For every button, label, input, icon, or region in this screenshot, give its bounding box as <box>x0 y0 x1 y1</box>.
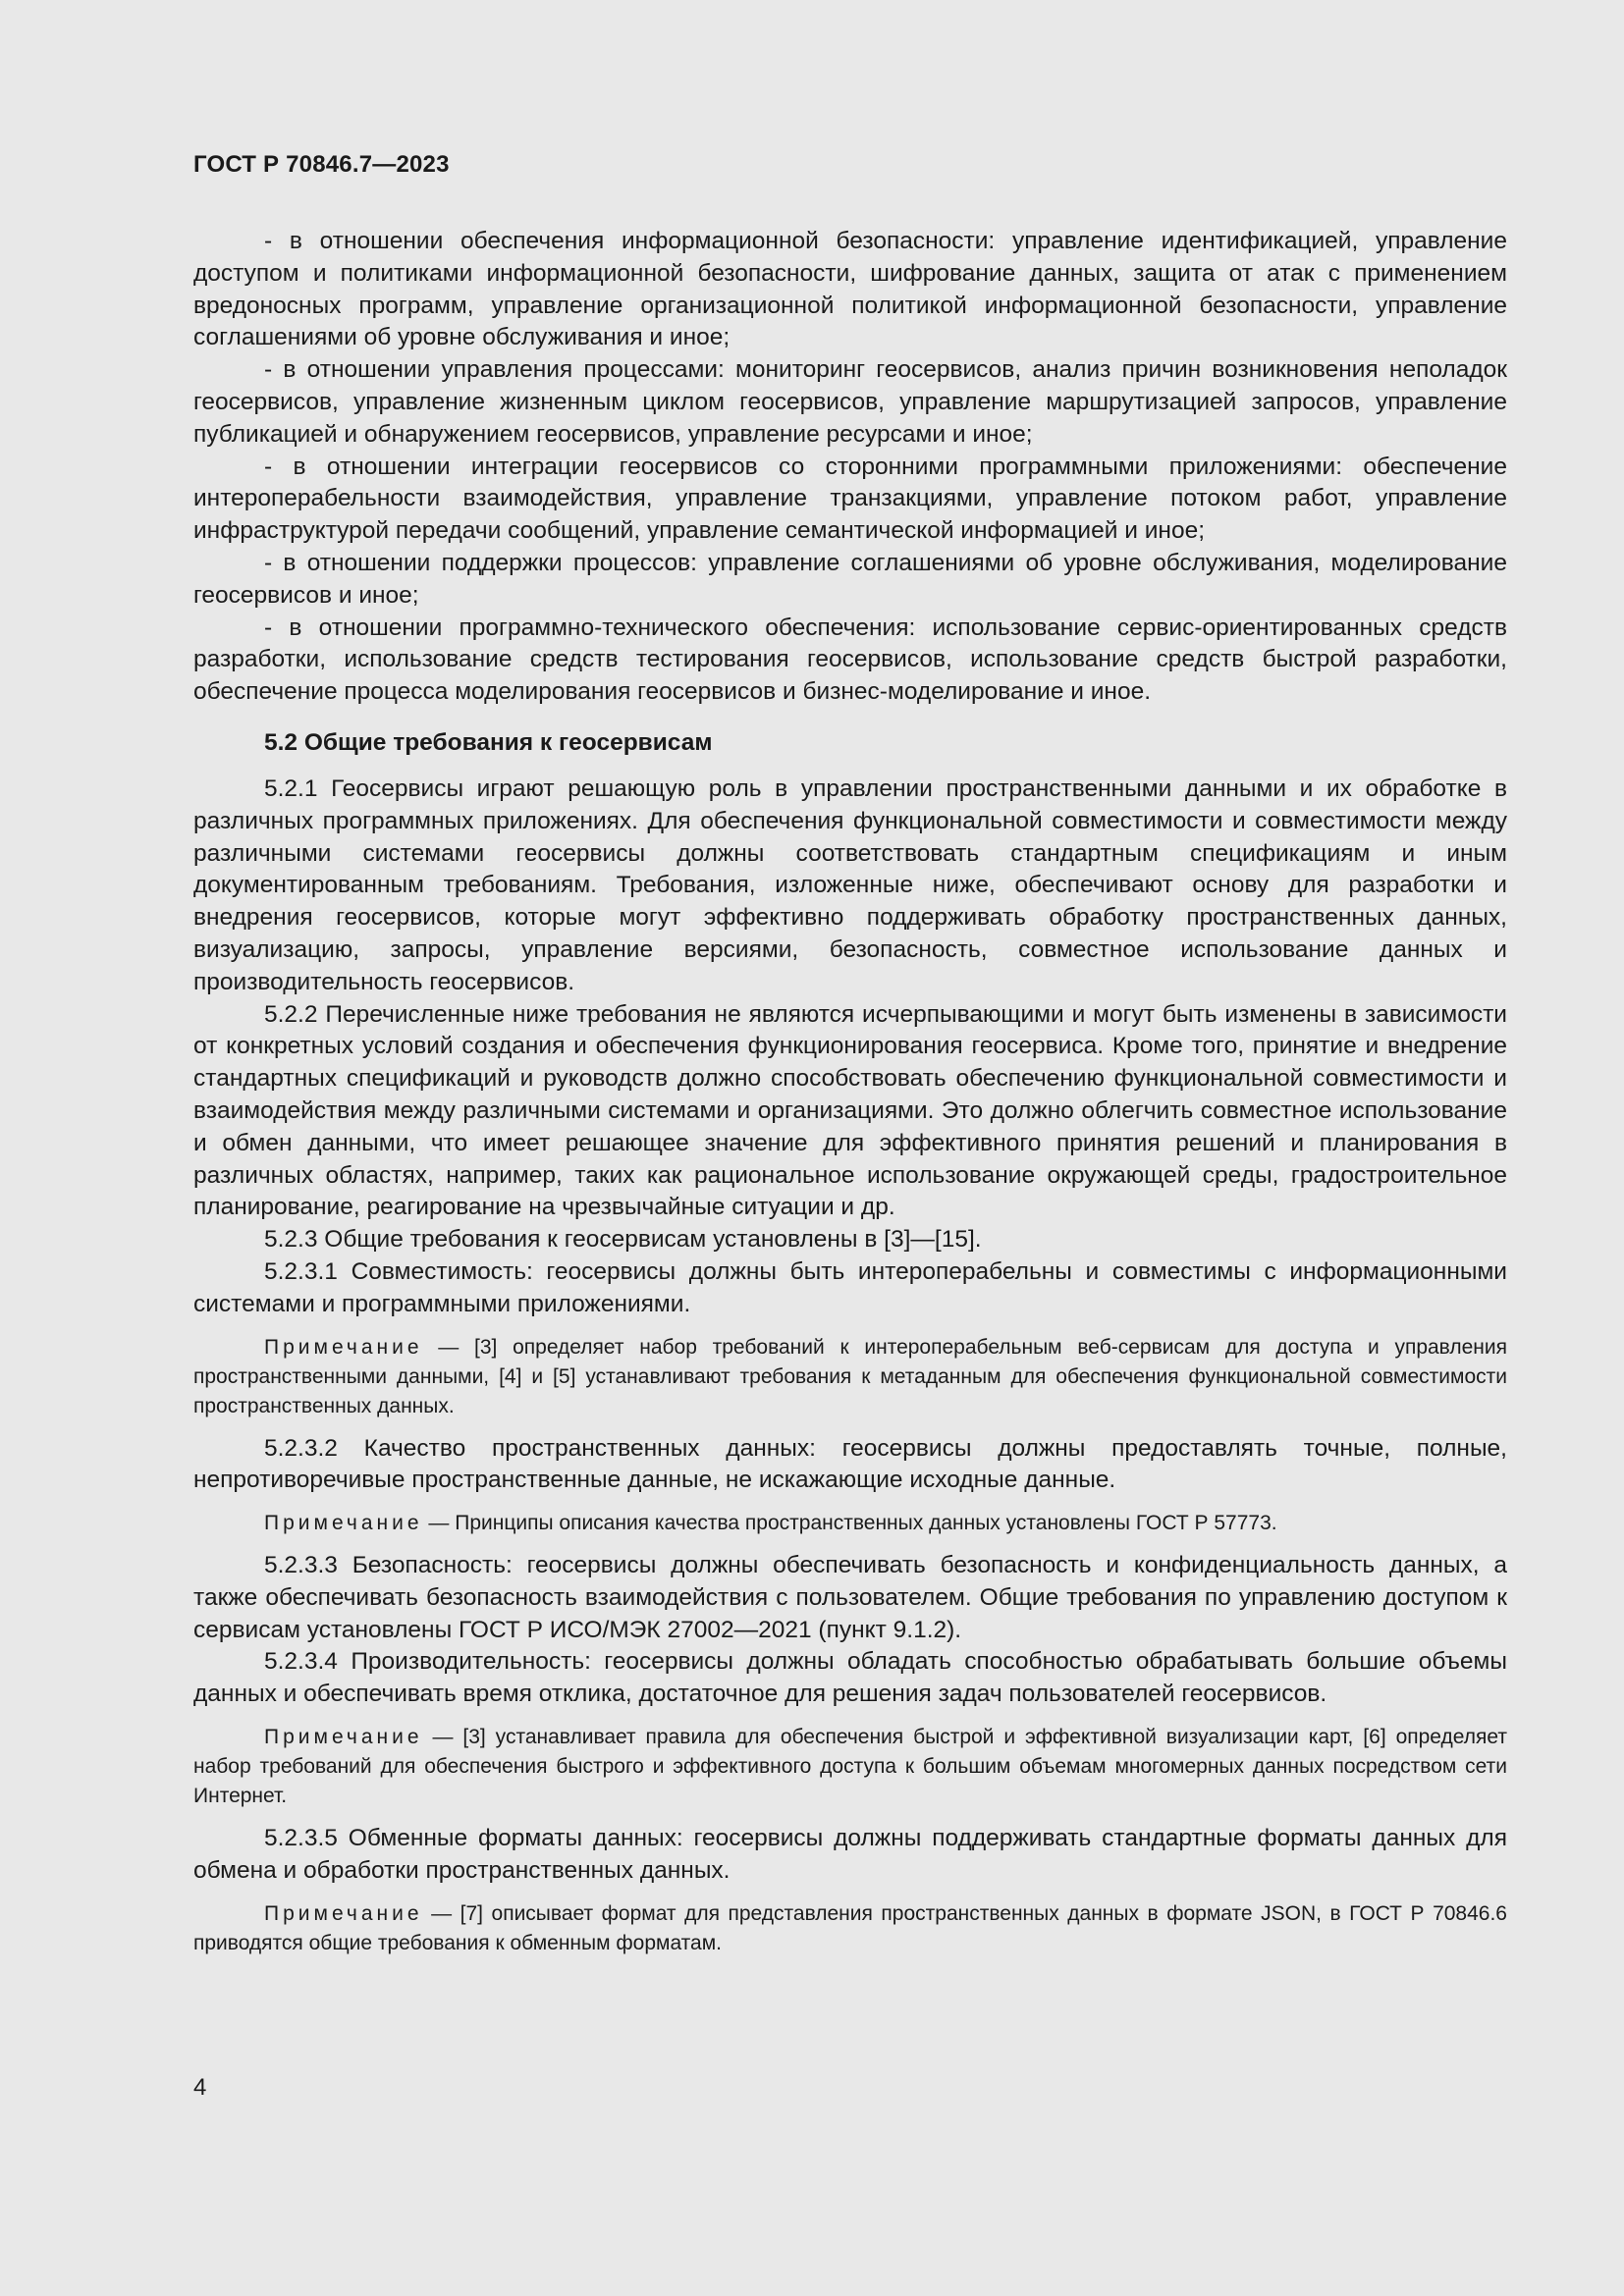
paragraph-5-2-3: 5.2.3 Общие требования к геосервисам установлены в [3]—[15]. <box>264 1226 982 1254</box>
paragraph-5-2-3-3: 5.2.3.3 Безопасность: геосервисы должны обеспечивать безопасность и конфиденциальность данных, а также обеспечивать безопасность взаимодействия с пользователем. Общие требования по управлению доступом к сервисам установлены ГОСТ Р ИСО/МЭК 27002—2021 (пункт 9.1.2). <box>193 1552 1507 1643</box>
note-text: — [3] определяет набор требований к интероперабельным веб-сервисам для доступа и управления пространственными данными, [4] и [5] устанавливают требования к метаданным для обеспечения функциональной совместимости пространственных данных. <box>193 1335 1507 1417</box>
section-title: 5.2 Общие требования к геосервисам <box>264 728 713 756</box>
paragraph-5-2-3-4: 5.2.3.4 Производительность: геосервисы должны обладать способностью обрабатывать большие объемы данных и обеспечивать время отклика, достаточное для решения задач пользователей геосервисов. <box>193 1648 1507 1708</box>
intro-item-4: - в отношении поддержки процессов: управление соглашениями об уровне обслуживания, моделирование геосервисов и иное; <box>193 549 1507 609</box>
note-label: Примечание <box>264 1901 423 1925</box>
paragraph-5-2-2: 5.2.2 Перечисленные ниже требования не являются исчерпывающими и могут быть изменены в зависимости от конкретных условий создания и обеспечения функционирования геосервиса. Кроме того, принятие и внедрение стандартных спецификаций и руководств должно способствовать обеспечению функциональной совместимости и взаимодействия между различными системами и организациями. Это должно облегчить совместное использование и обмен данными, что имеет решающее значение для эффективного принятия решений и планирования в различных областях, например, таких как рациональное использование окружающей среды, градостроительное планирование, реагирование на чрезвычайные ситуации и др. <box>193 1000 1507 1221</box>
note-label: Примечание <box>264 1726 423 1749</box>
note-label: Примечание <box>264 1512 423 1535</box>
note-text: — [7] описывает формат для представления пространственных данных в формате JSON, в ГОСТ Р 70846.6 приводятся общие требования к обменным форматам. <box>193 1901 1507 1954</box>
intro-item-5: - в отношении программно-технического обеспечения: использование сервис-ориентированных средств разработки, использование средств тестирования геосервисов, использование средств быстрой разработки, обеспечение процесса моделирования геосервисов и бизнес-моделирование и иное. <box>193 614 1507 706</box>
intro-item-3: - в отношении интеграции геосервисов со сторонними программными приложениями: обеспечение интероперабельности взаимодействия, управление транзакциями, управление потоком работ, управление инфраструктурой передачи сообщений, управление семантической информацией и иное; <box>193 453 1507 545</box>
note-label: Примечание <box>264 1335 423 1359</box>
page-number: 4 <box>193 2074 207 2101</box>
document-page <box>193 147 1507 1970</box>
note-3 <box>193 1723 1507 1811</box>
note-text: — Принципы описания качества пространственных данных установлены ГОСТ Р 57773. <box>422 1512 1277 1535</box>
note-4 <box>193 1899 1507 1958</box>
intro-item-2: - в отношении управления процессами: мониторинг геосервисов, анализ причин возникновения неполадок геосервисов, управление жизненным циклом геосервисов, управление маршрутизацией запросов, управление публикацией и обнаружением геосервисов, управление ресурсами и иное; <box>193 356 1507 448</box>
note-1 <box>193 1333 1507 1421</box>
intro-item-1: - в отношении обеспечения информационной безопасности: управление идентификацией, управление доступом и политиками информационной безопасности, шифрование данных, защита от атак с применением вредоносных программ, управление организационной политикой информационной безопасности, управление соглашениями об уровне обслуживания и иное; <box>193 228 1507 351</box>
paragraph-5-2-3-1: 5.2.3.1 Совместимость: геосервисы должны быть интероперабельны и совместимы с информационными системами и программными приложениями. <box>193 1257 1507 1317</box>
paragraph-5-2-3-5: 5.2.3.5 Обменные форматы данных: геосервисы должны поддерживать стандартные форматы данных для обмена и обработки пространственных данных. <box>193 1825 1507 1884</box>
note-text: — [3] устанавливает правила для обеспечения быстрой и эффективной визуализации карт, [6] определяет набор требований для обеспечения быстрого и эффективного доступа к большим объемам многомерных данных посредством сети Интернет. <box>193 1726 1507 1808</box>
note-2 <box>193 1509 1507 1538</box>
document-header: ГОСТ Р 70846.7—2023 <box>193 151 450 178</box>
paragraph-5-2-3-2: 5.2.3.2 Качество пространственных данных: геосервисы должны предоставлять точные, полные, непротиворечивые пространственные данные, не искажающие исходные данные. <box>193 1434 1507 1494</box>
paragraph-5-2-1: 5.2.1 Геосервисы играют решающую роль в управлении пространственными данными и их обработке в различных программных приложениях. Для обеспечения функциональной совместимости и совместимости между различными системами геосервисы должны соответствовать стандартным спецификациям и иным документированным требованиям. Требования, изложенные ниже, обеспечивают основу для разработки и внедрения геосервисов, которые могут эффективно поддерживать обработку пространственных данных, визуализацию, запросы, управление версиями, безопасность, совместное использование данных и производительность геосервисов. <box>193 774 1507 995</box>
